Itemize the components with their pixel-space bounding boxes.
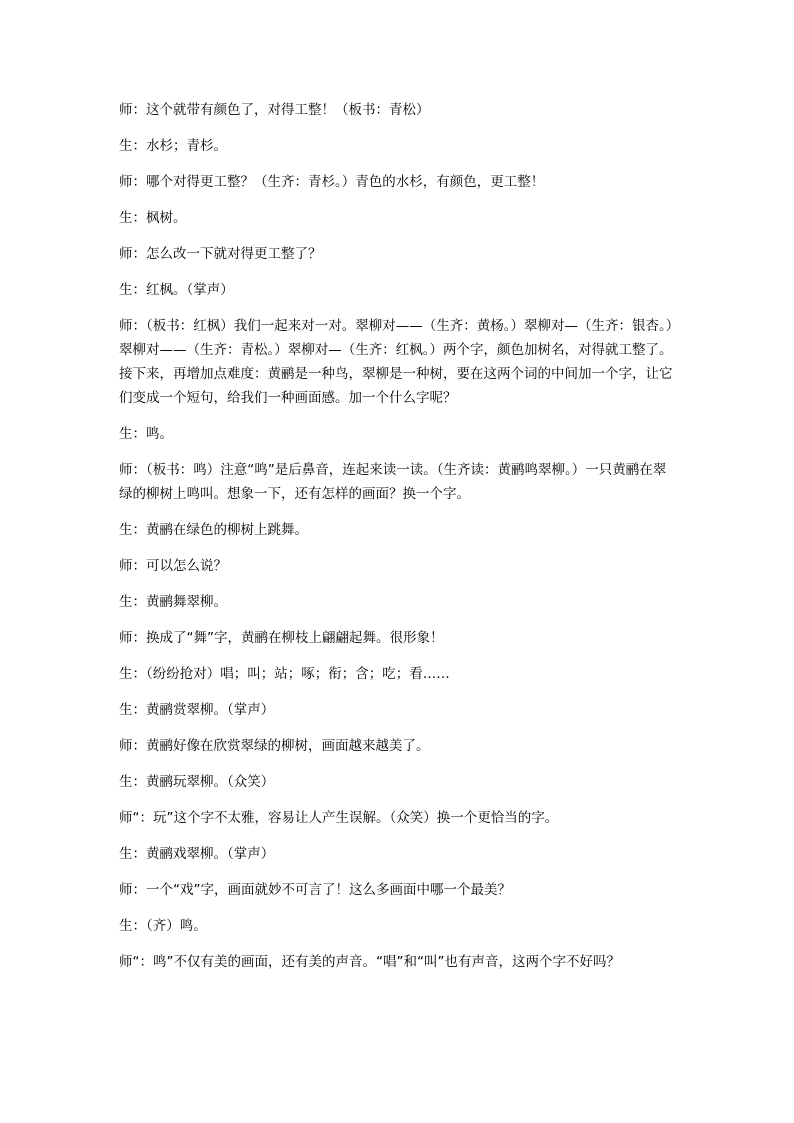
paragraph-15: 生：黄鹂赏翠柳。（掌声）	[119, 702, 275, 718]
paragraph-12: 生：黄鹂舞翠柳。	[119, 594, 227, 610]
paragraph-18: 师“：玩”这个字不太雅，容易让人产生误解。（众笑）换一个更恰当的字。	[119, 810, 559, 826]
paragraph-6: 生：红枫。（掌声）	[119, 282, 234, 298]
paragraph-1: 师：这个就带有颜色了，对得工整！（板书：青松）	[119, 102, 430, 118]
paragraph-3: 师：哪个对得更工整？（生齐：青杉。）青色的水杉，有颜色，更工整！	[119, 174, 545, 190]
paragraph-4: 生：枫树。	[119, 210, 187, 226]
document-body	[119, 98, 679, 974]
paragraph-14: 生：（纷纷抢对）唱；叫；站；啄；衔；含；吃；看……	[119, 666, 450, 682]
paragraph-9: 师：（板书：鸣）注意“鸣”是后鼻音，连起来读一读。（生齐读：黄鹂鸣翠柳。）一只黄鹂在翠绿的柳树上鸣叫。想象一下，还有怎样的画面？换一个字。	[119, 462, 667, 502]
paragraph-5: 师：怎么改一下就对得更工整了？	[119, 246, 322, 262]
paragraph-16: 师：黄鹂好像在欣赏翠绿的柳树，画面越来越美了。	[119, 738, 430, 754]
paragraph-8: 生：鸣。	[119, 426, 173, 442]
paragraph-7: 师：（板书：红枫）我们一起来对一对。翠柳对——（生齐：黄杨。）翠柳对—（生齐：银杏。）翠柳对——（生齐：青松。）翠柳对—（生齐：红枫。）两个字，颜色加树名，对得就工整了。接下来，再增加点难度：黄鹂是一种鸟，翠柳是一种树，要在这两个词的中间加一个字，让它们变成一个短句，给我们一种画面感。加一个什么字呢？	[119, 318, 673, 406]
paragraph-20: 师：一个“戏”字，画面就妙不可言了！这么多画面中哪一个最美？	[119, 882, 511, 898]
paragraph-13: 师：换成了“舞”字，黄鹂在柳枝上翩翩起舞。很形象！	[119, 630, 444, 646]
paragraph-17: 生：黄鹂玩翠柳。（众笑）	[119, 774, 275, 790]
paragraph-10: 生：黄鹂在绿色的柳树上跳舞。	[119, 522, 308, 538]
paragraph-11: 师：可以怎么说？	[119, 558, 227, 574]
paragraph-2: 生：水杉；青杉。	[119, 138, 227, 154]
paragraph-21: 生：（齐）鸣。	[119, 918, 207, 934]
paragraph-19: 生：黄鹂戏翠柳。（掌声）	[119, 846, 275, 862]
paragraph-22: 师“：鸣”不仅有美的画面，还有美的声音。“唱”和“叫”也有声音，这两个字不好吗？	[119, 954, 620, 970]
